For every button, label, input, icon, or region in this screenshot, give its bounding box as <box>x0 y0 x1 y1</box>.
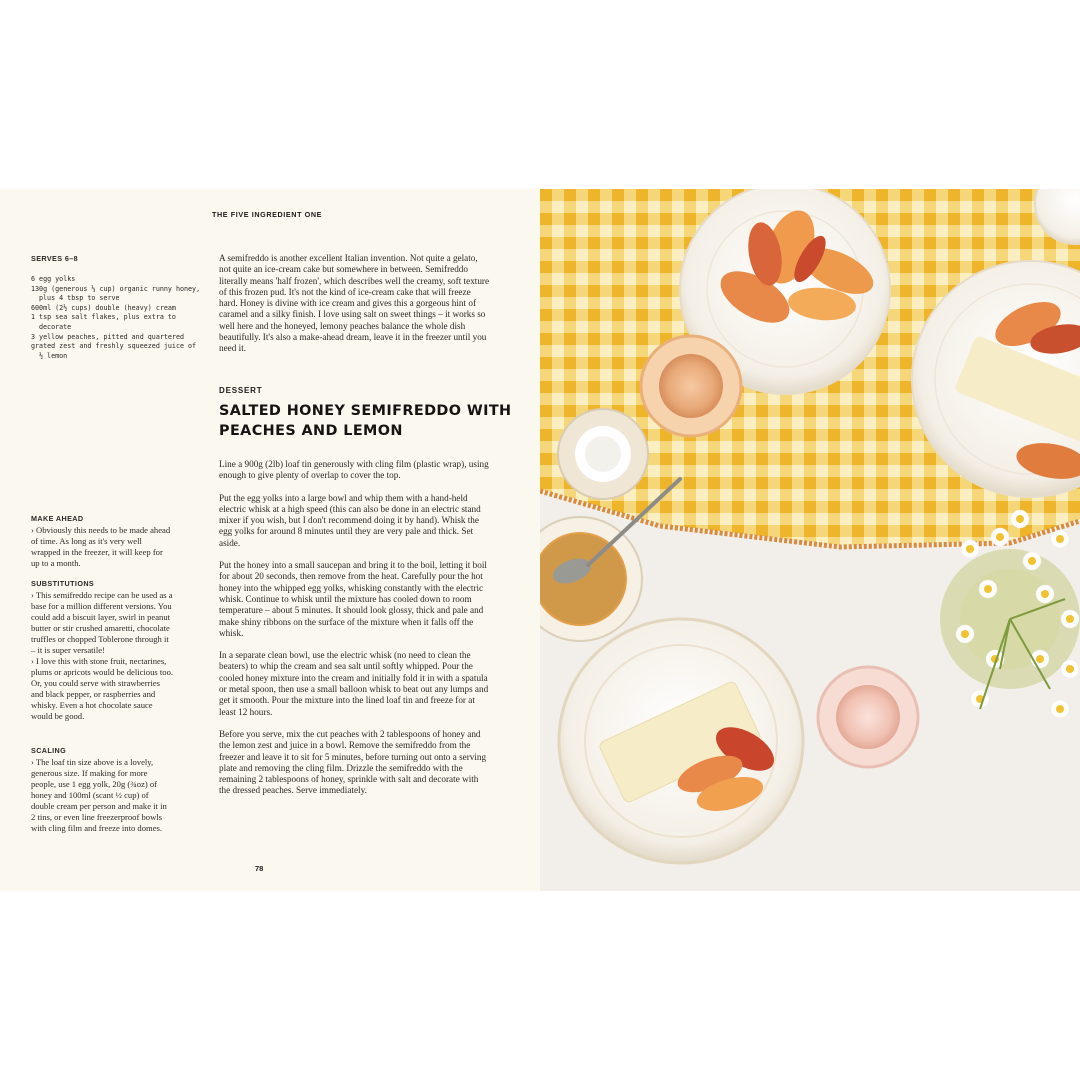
recipe-page <box>0 189 540 891</box>
scaling-text: › The loaf tin size above is a lovely, generous size. If making for more people, use 1 egg yolk, 20g (¾oz) of honey and 100ml (scant ½ cup) of double cream per person and make it in 2 tins, or even line freezerproof bowls with cling film and freeze into domes. <box>31 757 167 833</box>
ingredient-list <box>31 275 201 361</box>
recipe-category: DESSERT <box>219 386 263 395</box>
serves-label: SERVES 6–8 <box>31 254 79 263</box>
substitutions-note <box>31 579 173 722</box>
substitutions-text: › This semifreddo recipe can be used as a base for a million different versions. You could add a biscuit layer, swirl in peanut butter or stir crushed amaretti, chocolate truffles or chopped Toblerone through it – it is super versatile! <box>31 590 173 655</box>
scaling-heading: SCALING <box>31 746 67 755</box>
method <box>219 459 491 808</box>
amber-glass <box>641 336 741 436</box>
scaling-note <box>31 746 173 834</box>
book-spread <box>0 189 1080 891</box>
ingredient-item: 130g (generous ⅓ cup) organic runny honey, plus 4 tbsp to serve <box>31 284 201 303</box>
ingredient-item: 6 egg yolks <box>31 275 76 283</box>
substitutions-text: › I love this with stone fruit, nectarines, plums or apricots would be delicious too. Or, you could serve with strawberries and black pepper, or raspberries and whisky. Even a hot chocolate sauce would be good. <box>31 656 174 721</box>
method-step: Line a 900g (2lb) loaf tin generously with cling film (plastic wrap), using enough to give plenty of overlap to cover the top. <box>219 459 489 481</box>
intro-text <box>219 253 491 366</box>
ingredient-item: 1 tsp sea salt flakes, plus extra to decorate <box>31 313 176 331</box>
method-step: In a separate clean bowl, use the electric whisk (no need to clean the beaters) to whip the cream and sea salt until softly whipped. Pour the cooled honey mixture into the cream and initially fold it in with a spatula or metal spoon, then use a small balloon whisk to beat out any lumps and get it smooth. Pour the mixture into the lined loaf tin and freeze for at least 12 hours. <box>219 650 489 717</box>
make-ahead-text: › Obviously this needs to be made ahead of time. As long as it's very well wrapped in the freezer, it will keep for up to a month. <box>31 525 171 568</box>
page-number: 78 <box>255 864 264 873</box>
intro-paragraph: A semifreddo is another excellent Italian invention. Not quite a gelato, not quite an ice-cream cake but somewhere in between. Semifreddo literally means 'half frozen', which describes well the creamy, soft texture of this frozen pud. It's not the kind of ice-cream cake that will freeze hard. Honey is divine with ice cream and gives this a gorgeous hint of caramel and a silky finish. I love using salt on sweet things – it works so well here and the honeyed, lemony peaches balance the whole dish beautifully. It's also a make-ahead dream, leave it in the freezer until you need it. <box>219 253 490 354</box>
substitutions-heading: SUBSTITUTIONS <box>31 579 95 588</box>
salt-dish <box>558 409 648 499</box>
rose-glass <box>818 667 918 767</box>
method-step: Put the honey into a small saucepan and bring it to the boil, letting it boil for about 20 seconds, then remove from the heat. Carefully pour the hot honey into the whipped egg yolks, whisking constantly with the electric whisk. Continue to whisk until the mixture has cooled down to room temperature – about 5 minutes. It should look glossy, thick and pale and make shiny ribbons on the surface of the mixture when it falls off the whisk. <box>219 560 487 638</box>
recipe-title: SALTED HONEY SEMIFREDDO WITH PEACHES AND LEMON <box>219 403 512 439</box>
method-step: Before you serve, mix the cut peaches with 2 tablespoons of honey and the lemon zest and juice in a bowl. Remove the semifreddo from the freezer and leave it to sit for 5 minutes, before turning out onto a serving plate and removing the cling film. Drizzle the semifreddo with the remaining 2 tablespoons of honey, sprinkle with salt and decorate with the dressed peaches. Serve immediately. <box>219 728 487 796</box>
make-ahead-note <box>31 514 173 569</box>
food-photo <box>540 189 1080 891</box>
ingredient-item: 3 yellow peaches, pitted and quartered <box>31 332 184 341</box>
semifreddo-plate-bottom <box>559 619 803 863</box>
ingredient-item: 600ml (2½ cups) double (heavy) cream <box>31 303 176 312</box>
method-step: Put the egg yolks into a large bowl and whip them with a hand-held electric whisk at a high speed (this can also be done in an electric stand mixer if you wish, but I don't recommend doing it by hand). Whisk the egg yolks for around 8 minutes until they are very pale and thick. Set aside. <box>219 492 481 548</box>
make-ahead-heading: MAKE AHEAD <box>31 514 84 523</box>
food-photo-illustration <box>540 189 1080 891</box>
ingredient-item: grated zest and freshly squeezed juice of ½ lemon <box>31 342 197 360</box>
running-head: THE FIVE INGREDIENT ONE <box>212 210 323 219</box>
